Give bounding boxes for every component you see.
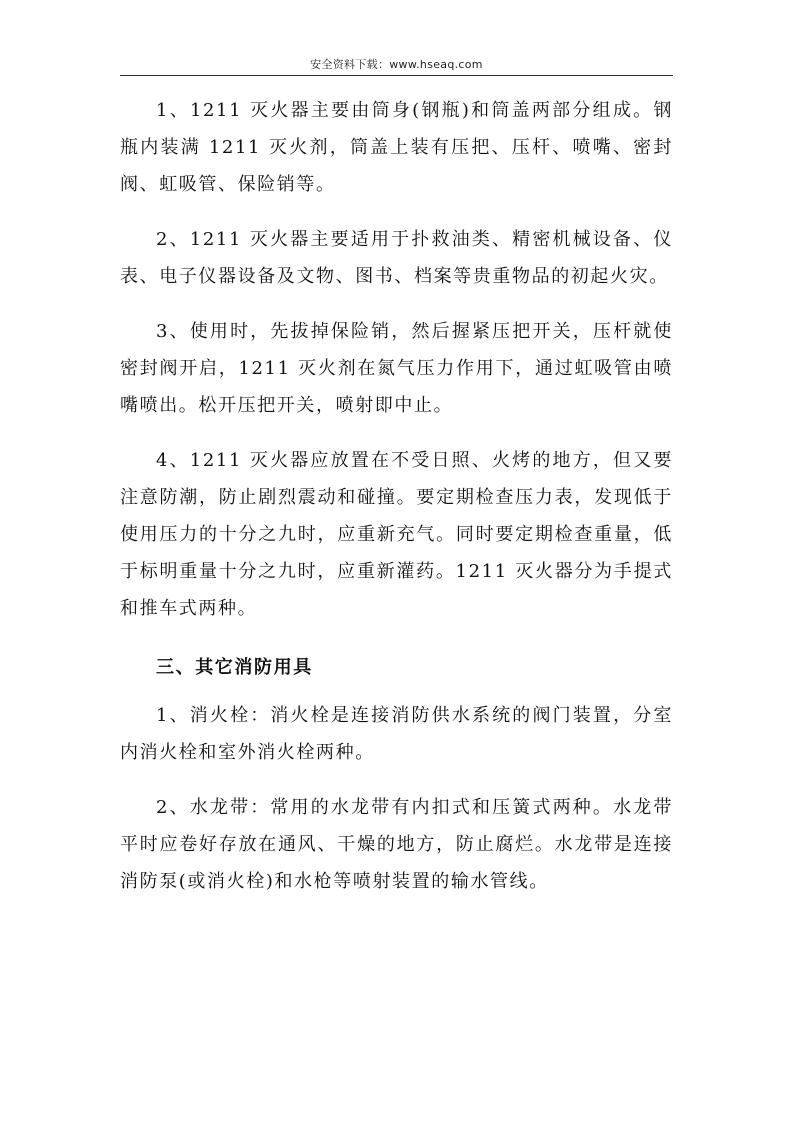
page-header: 安全资料下载：www.hseaq.com: [310, 58, 483, 71]
paragraph-1211-structure: 1、1211 灭火器主要由筒身(钢瓶)和筒盖两部分组成。钢瓶内装满 1211 灭火剂，筒盖上装有压把、压杆、喷嘴、密封阀、虹吸管、保险销等。: [120, 100, 673, 195]
paragraph-1211-storage: 4、1211 灭火器应放置在不受日照、火烤的地方，但又要注意防潮，防止剧烈震动和碰撞。要定期检查压力表，发现低于使用压力的十分之九时，应重新充气。同时要定期检查重量，低于标明重量十分之九时，应重新灌药。1211 灭火器分为手提式和推车式两种。: [120, 450, 673, 619]
section-title: 三、其它消防用具: [156, 657, 313, 678]
paragraph-1211-usage-scope: 2、1211 灭火器主要适用于扑救油类、精密机械设备、仪表、电子仪器设备及文物、图书、档案等贵重物品的初起火灾。: [120, 229, 673, 287]
header-divider: [120, 75, 673, 76]
document-body: [120, 92, 673, 900]
paragraph-fire-hose: 2、水龙带：常用的水龙带有内扣式和压簧式两种。水龙带平时应卷好存放在通风、干燥的地方，防止腐烂。水龙带是连接消防泵(或消火栓)和水枪等喷射装置的输水管线。: [120, 797, 673, 892]
paragraph-1211-operation: 3、使用时，先拔掉保险销，然后握紧压把开关，压杆就使密封阀开启，1211 灭火剂在氮气压力作用下，通过虹吸管由喷嘴喷出。松开压把开关，喷射即中止。: [120, 321, 673, 416]
paragraph-fire-hydrant: 1、消火栓：消火栓是连接消防供水系统的阀门装置，分室内消火栓和室外消火栓两种。: [120, 705, 673, 763]
